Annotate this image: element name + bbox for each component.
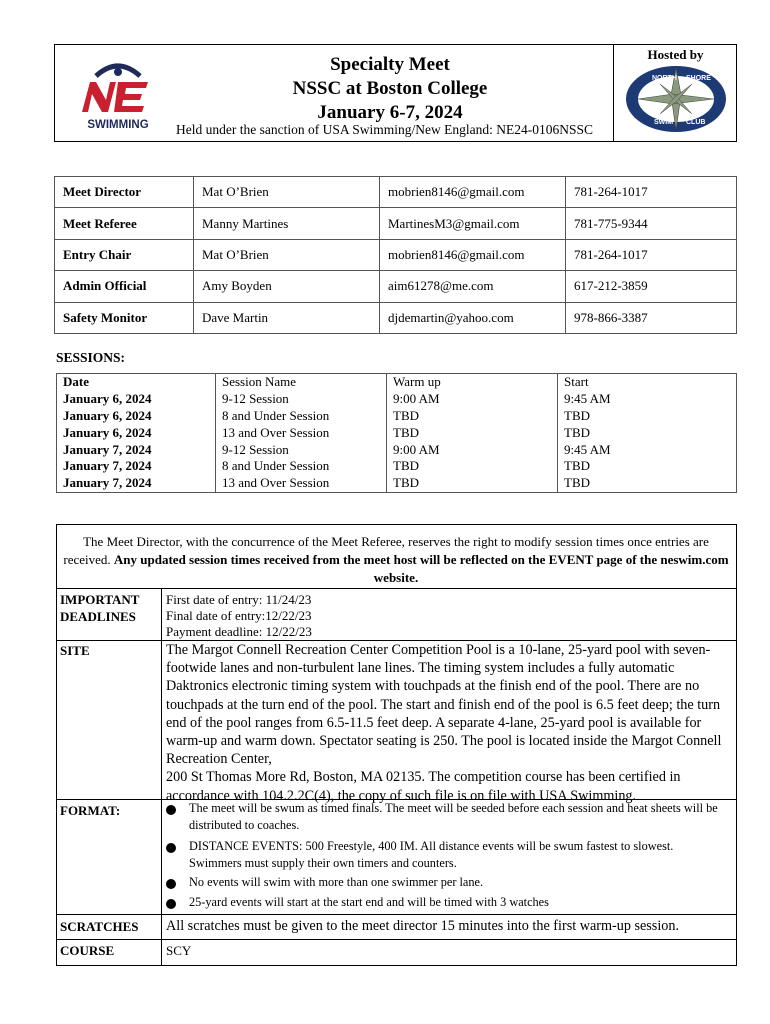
ne-logo-text: SWIMMING (87, 119, 149, 131)
divider (56, 588, 737, 589)
session-name: 8 and Under Session (216, 458, 387, 475)
session-date: January 6, 2024 (57, 425, 216, 442)
sessions-heading: SESSIONS: (56, 350, 126, 365)
scratches-label: SCRATCHES (60, 919, 139, 934)
official-email: MartinesM3@gmail.com (380, 208, 566, 239)
meet-title: Specialty Meet (330, 54, 450, 75)
table-row (57, 442, 737, 459)
column-header: Start (558, 374, 737, 391)
session-date: January 7, 2024 (57, 442, 216, 459)
official-name: Amy Boyden (194, 271, 380, 302)
course-label: COURSE (60, 943, 115, 958)
format-item-text: DISTANCE EVENTS: 500 Freestyle, 400 IM. All distance events will be swum fastest to slowest. Swimmers must supply their own timers and counters. (189, 839, 674, 870)
format-item-text: The meet will be swum as timed finals. The meet will be seeded before each session and heat sheets will be distributed to coaches. (189, 801, 718, 832)
session-start: TBD (558, 458, 737, 475)
column-header: Warm up (387, 374, 558, 391)
officials-table (54, 176, 737, 334)
official-phone: 978-866-3387 (566, 302, 737, 333)
session-date: January 7, 2024 (57, 475, 216, 492)
notice-text: The Meet Director, with the concurrence of the Meet Referee, reserves the right to modify session times once entries are received. (63, 534, 709, 567)
format-item-text: No events will swim with more than one swimmer per lane. (189, 875, 484, 889)
session-date: January 7, 2024 (57, 458, 216, 475)
svg-text:SHORE: SHORE (686, 75, 711, 82)
divider (56, 939, 737, 940)
table-row (57, 408, 737, 425)
deadline-final-entry: Final date of entry:12/22/23 (166, 608, 312, 623)
session-name: 13 and Over Session (216, 475, 387, 492)
session-warmup: TBD (387, 408, 558, 425)
official-phone: 781-264-1017 (566, 239, 737, 270)
ne-swimming-logo (76, 56, 160, 132)
course-value: SCY (166, 943, 192, 958)
session-date: January 6, 2024 (57, 391, 216, 408)
sanction-line: Held under the sanction of USA Swimming/New England: NE24-0106NSSC (176, 122, 593, 137)
table-row (57, 425, 737, 442)
deadline-payment: Payment deadline: 12/22/23 (166, 624, 312, 639)
column-header: Date (57, 374, 216, 391)
notice-bold-text: Any updated session times received from the meet host will be reflected on the EVENT page of the neswim.com website. (113, 552, 729, 585)
session-name: 9-12 Session (216, 442, 387, 459)
divider (56, 914, 737, 915)
official-phone: 781-775-9344 (566, 208, 737, 239)
session-times-notice (60, 533, 732, 587)
svg-text:SWIM: SWIM (654, 119, 674, 126)
site-address: 200 St Thomas More Rd, Boston, MA 02135. The competition course has been certified in accordance with 104.2.2C(4), the copy of such file is on file with USA Swimming. (166, 769, 681, 804)
deadlines-label: IMPORTANT DEADLINES (60, 592, 140, 624)
official-name: Mat O’Brien (194, 177, 380, 208)
site-text: The Margot Connell Recreation Center Competition Pool is a 10-lane, 25-yard pool with seven-footwide lanes and non-turbulent lane lines. The timing system includes a fully automatic Daktronics electronic timing system with touchpads at the finish end of the pool. There are no touchpads at the turn end of the pool. The start and finish end of the pool is 6.5 feet deep; the turn end of the pool ranges from 6.5-11.5 feet deep. A separate 4-lane, 25-yard pool is available for warm-up and warm down. Spectator seating is 250. The pool is located inside the Margot Connell Recreation Center, (166, 642, 722, 768)
table-row (55, 208, 737, 239)
official-email: mobrien8146@gmail.com (380, 177, 566, 208)
sessions-table (56, 373, 737, 493)
session-warmup: 9:00 AM (387, 391, 558, 408)
official-role: Meet Referee (55, 208, 194, 239)
official-role: Safety Monitor (55, 302, 194, 333)
site-description (166, 641, 732, 805)
nssc-logo (624, 64, 728, 134)
column-divider (161, 588, 162, 966)
session-name: 8 and Under Session (216, 408, 387, 425)
official-role: Admin Official (55, 271, 194, 302)
session-start: 9:45 AM (558, 442, 737, 459)
official-name: Dave Martin (194, 302, 380, 333)
svg-text:NORTH: NORTH (652, 75, 677, 82)
hosted-by-label: Hosted by (647, 47, 704, 62)
deadline-first-entry: First date of entry: 11/24/23 (166, 592, 312, 607)
table-row (55, 177, 737, 208)
table-row (57, 475, 737, 492)
official-email: aim61278@me.com (380, 271, 566, 302)
column-header: Session Name (216, 374, 387, 391)
session-warmup: 9:00 AM (387, 442, 558, 459)
bullet-icon (166, 899, 176, 909)
official-role: Meet Director (55, 177, 194, 208)
table-row (55, 302, 737, 333)
table-header-row (57, 374, 737, 391)
official-name: Manny Martines (194, 208, 380, 239)
official-email: djdemartin@yahoo.com (380, 302, 566, 333)
session-warmup: TBD (387, 458, 558, 475)
official-email: mobrien8146@gmail.com (380, 239, 566, 270)
bullet-icon (166, 843, 176, 853)
session-warmup: TBD (387, 425, 558, 442)
table-row (55, 239, 737, 270)
bullet-icon (166, 879, 176, 889)
format-item-text: 25-yard events will start at the start end and will be timed with 3 watches (189, 895, 549, 909)
official-phone: 781-264-1017 (566, 177, 737, 208)
session-name: 9-12 Session (216, 391, 387, 408)
table-row (55, 271, 737, 302)
table-row (57, 391, 737, 408)
official-phone: 617-212-3859 (566, 271, 737, 302)
official-name: Mat O’Brien (194, 239, 380, 270)
site-label: SITE (60, 643, 90, 658)
svg-text:CLUB: CLUB (686, 119, 706, 126)
bullet-icon (166, 805, 176, 815)
session-name: 13 and Over Session (216, 425, 387, 442)
session-warmup: TBD (387, 475, 558, 492)
meet-location: NSSC at Boston College (292, 78, 488, 99)
session-start: TBD (558, 475, 737, 492)
table-row (57, 458, 737, 475)
session-date: January 6, 2024 (57, 408, 216, 425)
format-label: FORMAT: (60, 803, 121, 818)
meet-dates: January 6-7, 2024 (317, 102, 463, 123)
session-start: TBD (558, 408, 737, 425)
scratches-text: All scratches must be given to the meet director 15 minutes into the first warm-up session. (166, 918, 680, 934)
session-start: 9:45 AM (558, 391, 737, 408)
official-role: Entry Chair (55, 239, 194, 270)
session-start: TBD (558, 425, 737, 442)
